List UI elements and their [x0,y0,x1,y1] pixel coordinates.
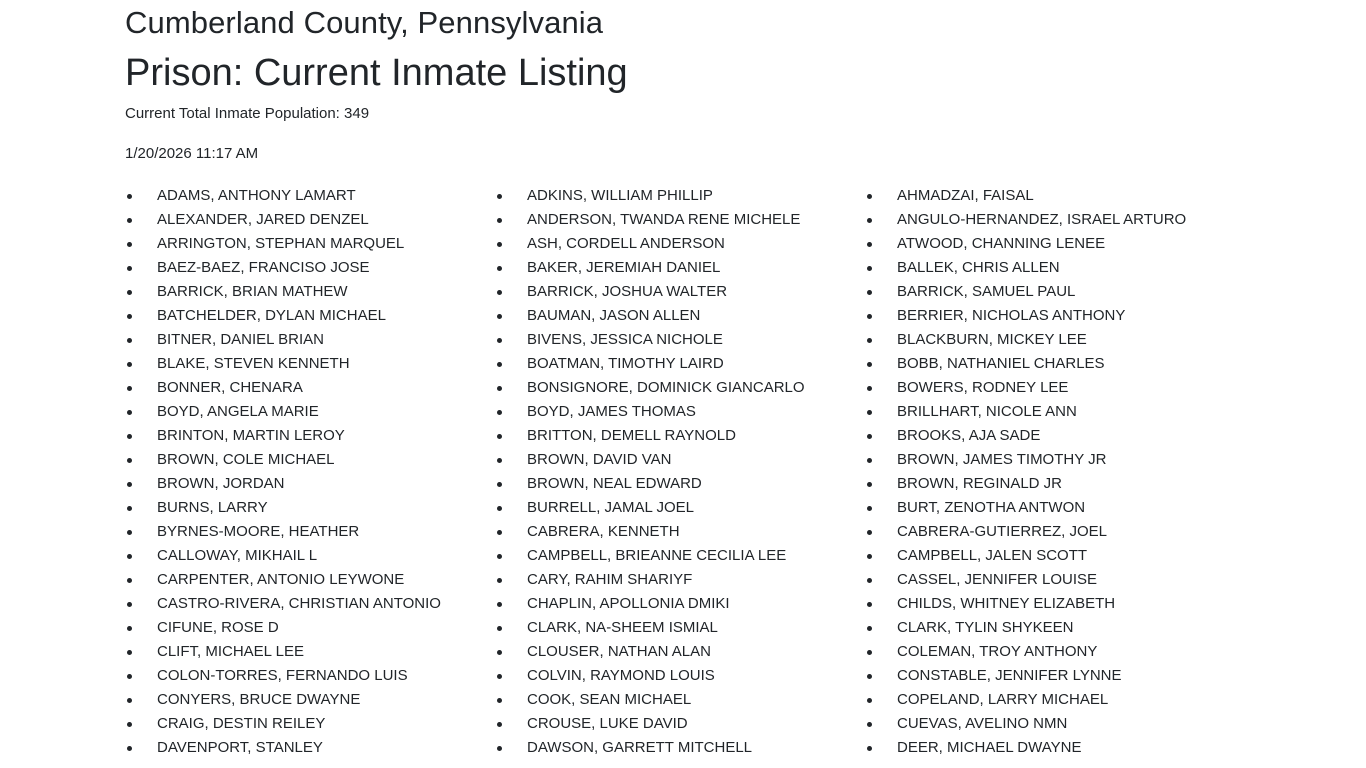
inmate-list-item [865,736,1235,760]
bullet-icon [497,386,502,391]
inmate-name: ADKINS, WILLIAM PHILLIP [527,187,713,204]
inmate-name: BOWERS, RODNEY LEE [897,379,1069,396]
county-heading: Cumberland County, Pennsylvania [125,5,604,40]
bullet-icon [127,506,132,511]
inmate-list-item [865,304,1235,328]
bullet-icon [497,266,502,271]
inmate-list-item [495,232,865,256]
inmate-name: BALLEK, CHRIS ALLEN [897,259,1060,276]
inmate-list-item [125,736,495,760]
inmate-list-item [125,184,495,208]
bullet-icon [867,698,872,703]
inmate-list-item [125,232,495,256]
inmate-list-item [865,328,1235,352]
inmate-column-1 [125,184,495,760]
inmate-list-item [865,712,1235,736]
bullet-icon [497,218,502,223]
inmate-list-item [495,520,865,544]
bullet-icon [497,578,502,583]
bullet-icon [127,242,132,247]
inmate-name: BURRELL, JAMAL JOEL [527,499,694,516]
inmate-list-item [495,736,865,760]
bullet-icon [497,674,502,679]
inmate-name: CASTRO-RIVERA, CHRISTIAN ANTONIO [157,595,441,612]
inmate-name: ARRINGTON, STEPHAN MARQUEL [157,235,405,252]
inmate-name: BROWN, JORDAN [157,475,285,492]
inmate-list-item [495,688,865,712]
bullet-icon [127,626,132,631]
bullet-icon [497,698,502,703]
inmate-name: CABRERA-GUTIERREZ, JOEL [897,523,1108,540]
inmate-list-item [125,448,495,472]
inmate-name: BLACKBURN, MICKEY LEE [897,331,1087,348]
inmate-list-item [125,712,495,736]
inmate-name: BRINTON, MARTIN LEROY [157,427,345,444]
inmate-name: BARRICK, JOSHUA WALTER [527,283,728,300]
inmate-list-item [495,400,865,424]
inmate-list-item [125,616,495,640]
inmate-list-item [865,376,1235,400]
inmate-name: BROWN, DAVID VAN [527,451,672,468]
inmate-list-item [495,304,865,328]
inmate-list-item [125,256,495,280]
inmate-list-item [495,424,865,448]
inmate-list-item [125,304,495,328]
inmate-name: CABRERA, KENNETH [527,523,680,540]
inmate-list-item [495,376,865,400]
bullet-icon [127,434,132,439]
inmate-list-item [865,448,1235,472]
inmate-name: CLARK, NA-SHEEM ISMIAL [527,619,718,636]
inmate-name: BOYD, JAMES THOMAS [527,403,696,420]
inmate-column-2 [495,184,865,760]
inmate-name: CUEVAS, AVELINO NMN [897,715,1068,732]
bullet-icon [867,578,872,583]
inmate-list-item [865,640,1235,664]
bullet-icon [867,626,872,631]
bullet-icon [867,362,872,367]
bullet-icon [497,602,502,607]
bullet-icon [867,554,872,559]
bullet-icon [867,650,872,655]
inmate-list-item [495,184,865,208]
inmate-list-item [495,280,865,304]
inmate-name: CARY, RAHIM SHARIYF [527,571,693,588]
bullet-icon [867,674,872,679]
timestamp: 1/20/2026 11:17 AM [125,145,259,162]
inmate-list-item [125,400,495,424]
inmate-list-item [495,496,865,520]
bullet-icon [867,386,872,391]
inmate-name: DAVENPORT, STANLEY [157,739,323,756]
inmate-list-item [495,328,865,352]
inmate-list-item [495,208,865,232]
bullet-icon [127,554,132,559]
inmate-name: CONYERS, BRUCE DWAYNE [157,691,361,708]
inmate-list-item [125,352,495,376]
inmate-list-item [125,544,495,568]
inmate-name: ALEXANDER, JARED DENZEL [157,211,369,228]
inmate-list-item [125,640,495,664]
inmate-name: BROWN, JAMES TIMOTHY JR [897,451,1107,468]
inmate-list-item [125,688,495,712]
bullet-icon [497,722,502,727]
inmate-list-item [865,208,1235,232]
bullet-icon [867,482,872,487]
inmate-name: ASH, CORDELL ANDERSON [527,235,725,252]
inmate-name: ANDERSON, TWANDA RENE MICHELE [527,211,801,228]
inmate-name: ATWOOD, CHANNING LENEE [897,235,1106,252]
bullet-icon [127,482,132,487]
inmate-list-item [495,352,865,376]
bullet-icon [497,746,502,751]
inmate-column-3 [865,184,1235,760]
inmate-name: BROWN, NEAL EDWARD [527,475,702,492]
inmate-list-item [865,352,1235,376]
inmate-name: BAEZ-BAEZ, FRANCISO JOSE [157,259,370,276]
inmate-list-item [495,592,865,616]
bullet-icon [497,290,502,295]
inmate-list-item [495,256,865,280]
inmate-name: BRILLHART, NICOLE ANN [897,403,1077,420]
bullet-icon [497,338,502,343]
inmate-name: BONNER, CHENARA [157,379,303,396]
inmate-list-item [865,592,1235,616]
bullet-icon [127,266,132,271]
inmate-list-item [865,496,1235,520]
bullet-icon [497,626,502,631]
inmate-name: BRITTON, DEMELL RAYNOLD [527,427,736,444]
bullet-icon [867,458,872,463]
inmate-name: CHAPLIN, APOLLONIA DMIKI [527,595,730,612]
bullet-icon [867,602,872,607]
inmate-name: BOBB, NATHANIEL CHARLES [897,355,1105,372]
inmate-list [125,184,1235,760]
inmate-list-item [495,448,865,472]
bullet-icon [867,266,872,271]
inmate-list-item [865,544,1235,568]
inmate-list-item [865,280,1235,304]
inmate-name: BURNS, LARRY [157,499,268,516]
bullet-icon [497,242,502,247]
bullet-icon [497,410,502,415]
bullet-icon [867,410,872,415]
inmate-name: COPELAND, LARRY MICHAEL [897,691,1109,708]
inmate-name: CAMPBELL, JALEN SCOTT [897,547,1088,564]
inmate-name: BIVENS, JESSICA NICHOLE [527,331,723,348]
bullet-icon [127,218,132,223]
bullet-icon [127,362,132,367]
bullet-icon [127,314,132,319]
inmate-name: CASSEL, JENNIFER LOUISE [897,571,1098,588]
inmate-list-item [865,664,1235,688]
bullet-icon [867,746,872,751]
inmate-name: CAMPBELL, BRIEANNE CECILIA LEE [527,547,787,564]
inmate-list-item [125,664,495,688]
inmate-list-item [125,280,495,304]
inmate-name: BOYD, ANGELA MARIE [157,403,319,420]
bullet-icon [497,482,502,487]
inmate-name: CRAIG, DESTIN REILEY [157,715,326,732]
inmate-name: BITNER, DANIEL BRIAN [157,331,324,348]
inmate-list-item [495,640,865,664]
inmate-list-item [865,424,1235,448]
bullet-icon [127,338,132,343]
page-content [125,0,1235,760]
bullet-icon [127,650,132,655]
inmate-name: BARRICK, BRIAN MATHEW [157,283,348,300]
page-title: Prison: Current Inmate Listing [125,52,628,94]
inmate-name: BROWN, REGINALD JR [897,475,1063,492]
bullet-icon [127,674,132,679]
inmate-name: COLON-TORRES, FERNANDO LUIS [157,667,408,684]
bullet-icon [127,578,132,583]
inmate-name: BONSIGNORE, DOMINICK GIANCARLO [527,379,805,396]
inmate-name: DAWSON, GARRETT MITCHELL [527,739,753,756]
inmate-name: ANGULO-HERNANDEZ, ISRAEL ARTURO [897,211,1187,228]
inmate-name: BATCHELDER, DYLAN MICHAEL [157,307,386,324]
inmate-list-item [125,424,495,448]
bullet-icon [497,194,502,199]
inmate-name: BOATMAN, TIMOTHY LAIRD [527,355,724,372]
inmate-name: BARRICK, SAMUEL PAUL [897,283,1076,300]
inmate-name: BAUMAN, JASON ALLEN [527,307,701,324]
inmate-list-item [865,616,1235,640]
inmate-name: DEER, MICHAEL DWAYNE [897,739,1082,756]
bullet-icon [497,434,502,439]
inmate-list-item [125,592,495,616]
bullet-icon [127,746,132,751]
bullet-icon [497,314,502,319]
bullet-icon [867,722,872,727]
bullet-icon [127,290,132,295]
inmate-list-item [125,568,495,592]
inmate-list-item [495,472,865,496]
inmate-name: BERRIER, NICHOLAS ANTHONY [897,307,1126,324]
inmate-list-item [865,256,1235,280]
bullet-icon [497,506,502,511]
inmate-name: BYRNES-MOORE, HEATHER [157,523,360,540]
inmate-name: CALLOWAY, MIKHAIL L [157,547,318,564]
bullet-icon [497,362,502,367]
inmate-name: CIFUNE, ROSE D [157,619,279,636]
inmate-list-item [495,664,865,688]
bullet-icon [497,650,502,655]
bullet-icon [867,314,872,319]
inmate-list-item [125,520,495,544]
bullet-icon [127,698,132,703]
inmate-list-item [125,208,495,232]
inmate-list-item [125,328,495,352]
inmate-list-item [865,184,1235,208]
inmate-list-item [865,568,1235,592]
inmate-name: ADAMS, ANTHONY LAMART [157,187,356,204]
bullet-icon [867,218,872,223]
inmate-name: COLVIN, RAYMOND LOUIS [527,667,715,684]
inmate-list-item [865,472,1235,496]
inmate-name: BROOKS, AJA SADE [897,427,1041,444]
inmate-list-item [495,616,865,640]
inmate-name: COOK, SEAN MICHAEL [527,691,692,708]
population-count: Current Total Inmate Population: 349 [125,105,370,122]
bullet-icon [127,458,132,463]
bullet-icon [867,194,872,199]
bullet-icon [867,434,872,439]
inmate-name: CONSTABLE, JENNIFER LYNNE [897,667,1122,684]
bullet-icon [127,530,132,535]
inmate-name: CLOUSER, NATHAN ALAN [527,643,711,660]
bullet-icon [127,722,132,727]
inmate-name: BAKER, JEREMIAH DANIEL [527,259,721,276]
bullet-icon [867,290,872,295]
bullet-icon [127,410,132,415]
inmate-list-item [125,496,495,520]
bullet-icon [127,194,132,199]
inmate-name: BROWN, COLE MICHAEL [157,451,335,468]
bullet-icon [127,602,132,607]
bullet-icon [497,554,502,559]
bullet-icon [127,386,132,391]
inmate-list-item [865,400,1235,424]
inmate-list-item [495,544,865,568]
inmate-name: COLEMAN, TROY ANTHONY [897,643,1098,660]
bullet-icon [867,506,872,511]
inmate-name: CLIFT, MICHAEL LEE [157,643,304,660]
inmate-list-item [865,232,1235,256]
inmate-list-item [125,472,495,496]
bullet-icon [497,530,502,535]
inmate-name: CROUSE, LUKE DAVID [527,715,688,732]
bullet-icon [867,530,872,535]
inmate-name: CLARK, TYLIN SHYKEEN [897,619,1074,636]
inmate-list-item [125,376,495,400]
bullet-icon [497,458,502,463]
inmate-list-item [495,568,865,592]
bullet-icon [867,242,872,247]
inmate-name: CHILDS, WHITNEY ELIZABETH [897,595,1116,612]
inmate-list-item [865,688,1235,712]
inmate-name: BURT, ZENOTHA ANTWON [897,499,1086,516]
inmate-name: AHMADZAI, FAISAL [897,187,1034,204]
inmate-name: CARPENTER, ANTONIO LEYWONE [157,571,405,588]
bullet-icon [867,338,872,343]
inmate-list-item [495,712,865,736]
inmate-list-item [865,520,1235,544]
inmate-name: BLAKE, STEVEN KENNETH [157,355,350,372]
